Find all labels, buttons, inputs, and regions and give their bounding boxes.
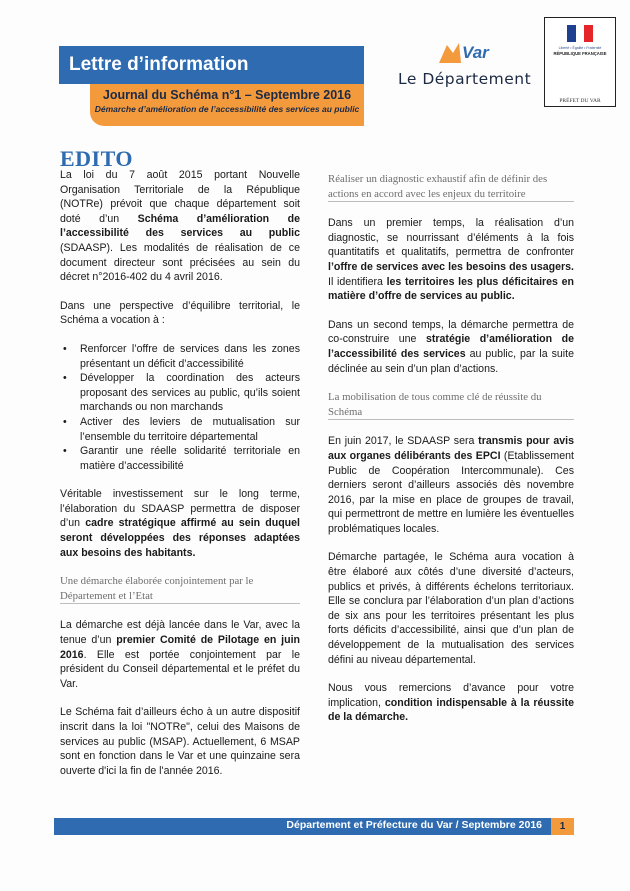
- footer-text: Département et Préfecture du Var / Septembre 2016: [286, 819, 542, 831]
- paragraph: Le Schéma fait d’ailleurs écho à un autre dispositif inscrit dans la loi "NOTRe", celui des Maisons de services au public (MSAP). Actuellement, 6 MSAP sont en fonction dans le Var et une quinzaine sera ouverte d'ici la fin de l'année 2016.: [60, 706, 300, 777]
- section-heading: La mobilisation de tous comme clé de réussite du Schéma: [328, 390, 574, 420]
- footer-bar: [54, 818, 574, 835]
- list-item: • Activer des leviers de mutualisation sur l’ensemble du territoire départemental: [63, 415, 300, 443]
- journal-subtitle: Démarche d’amélioration de l’accessibilité des services au public: [94, 104, 360, 114]
- left-column: [60, 168, 300, 778]
- page-number: 1: [551, 818, 574, 835]
- paragraph: Véritable investissement sur le long terme, l’élaboration du SDAASP permettra de disposer d’un cadre stratégique affirmé au sein duquel seront développées des réponses adaptées aux besoins des habitants.: [60, 488, 300, 559]
- header-title-bar: [59, 46, 364, 84]
- department-name: Le Département: [398, 70, 532, 88]
- prefet-logo: [544, 17, 616, 107]
- paragraph: Démarche partagée, le Schéma aura vocation à être élaboré aux côtés d’une diversité d’acteurs, publics et privés, à différents échelons territoriaux. Elle se conclura par l’élaboration d’un plan d’actions de six ans pour les territoires présentant les plus forts déficits d’accessibilité, ainsi que d’un plan de développement de la mutualisation des services défini au niveau départemental.: [328, 551, 574, 666]
- republic-name: RÉPUBLIQUE FRANÇAISE: [553, 51, 607, 56]
- paragraph: Dans un second temps, la démarche permettra de co-construire une stratégie d’amélioration de l’accessibilité des services au public, par la suite déclinée au sein d’un plan d’actions.: [328, 318, 575, 375]
- edito-heading: EDITO: [60, 146, 134, 171]
- list-item: • Renforcer l’offre de services dans les zones présentant un déficit d’accessibilité: [63, 342, 300, 370]
- header-title: Lettre d’information: [69, 54, 249, 75]
- list-item: • Garantir une réelle solidarité territoriale en matière d’accessibilité: [63, 445, 300, 472]
- header-subtitle-bar: [90, 84, 364, 126]
- paragraph: La démarche est déjà lancée dans le Var, avec la tenue d’un premier Comité de Pilotage en juin 2016. Elle est portée conjointement par le président du Conseil départemental et le préfet du Var.: [60, 619, 300, 690]
- paragraph: La loi du 7 août 2015 portant Nouvelle Organisation Territoriale de la République (NOTRe) prévoit que chaque département soit doté d’un Schéma d’amélioration de l’accessibilité des services au public (SDAASP). Les modalités de réalisation de ce document directeur sont précisées au sein du décret n°2016-402 du 4 avril 2016.: [60, 169, 300, 284]
- paragraph: Dans un premier temps, la réalisation d’un diagnostic, se nourrissant d’éléments à la fois quantitatifs et qualitatifs, permettra de confronter l’offre de services avec les besoins des usagers. Il identifiera les territoires les plus déficitaires en matière d’offre de services au public.: [328, 217, 574, 303]
- right-column: [328, 172, 574, 725]
- section-heading: Réaliser un diagnostic exhaustif afin de définir des actions en accord avec les enjeux du territoire: [328, 172, 574, 202]
- bullet-list: [60, 342, 300, 473]
- section-heading: Une démarche élaborée conjointement par le Département et l’Etat: [60, 574, 300, 604]
- journal-title: Journal du Schéma n°1 – Septembre 2016: [102, 88, 352, 102]
- paragraph: Dans une perspective d’équilibre territorial, le Schéma a vocation à :: [60, 299, 300, 327]
- var-logo-text: Var: [462, 43, 489, 62]
- paragraph: Nous vous remercions d’avance pour votre implication, condition indispensable à la réussite de la démarche.: [328, 682, 574, 724]
- french-flag-icon: [567, 25, 593, 42]
- republic-motto: Liberté • Égalité • Fraternité: [558, 46, 602, 50]
- paragraph: En juin 2017, le SDAASP sera transmis pour avis aux organes délibérants des EPCI (Etablissement Public de Coopération Intercommunale). Ces derniers seront d’ailleurs associés dès novembre 2016, par la mise en place de groupes de travail, qui permettront de mettre en lumière les éventuelles problématiques locales.: [328, 435, 575, 535]
- prefet-label: PRÉFET DU VAR: [559, 98, 601, 104]
- list-item: • Développer la coordination des acteurs proposant des services au public, qu’ils soient marchands ou non marchands: [63, 372, 300, 414]
